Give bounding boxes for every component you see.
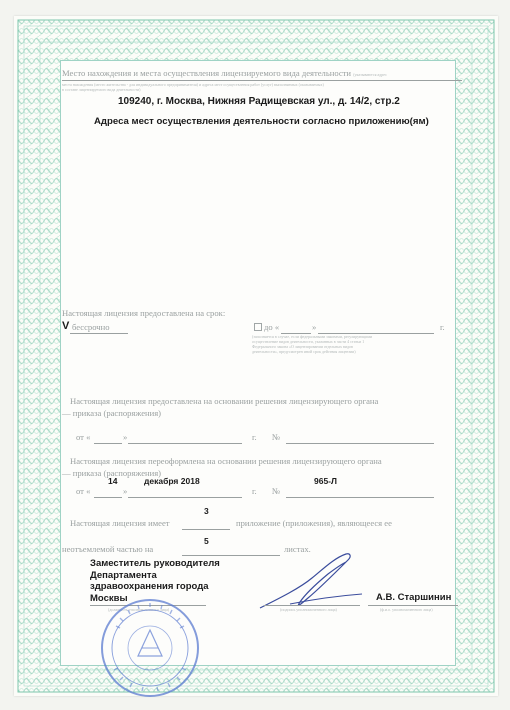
- basis-text-1: Настоящая лицензия предоставлена на основании решения лицензирующего органа: [70, 396, 379, 406]
- basis-year-suffix: г.: [252, 432, 257, 442]
- reissue-number-sign: №: [272, 486, 281, 496]
- term-note: (заполняется в случае, если федеральными законами, регулирующими осуществление видов деятельности, указанных в части 4 статьи 1 Федерального закона «О лицензировании отдельных видов деятельности», предусмотрен иной срок действия лицензии): [252, 334, 373, 354]
- signature-caption: (подпись уполномоченного лица): [280, 607, 337, 612]
- term-until-prefix: до «: [264, 322, 280, 332]
- check-mark-icon: V: [62, 320, 70, 332]
- basis-number-sign: №: [272, 432, 281, 442]
- term-until-suffix: г.: [440, 322, 445, 332]
- term-until-mid: »: [312, 322, 317, 332]
- appendix-sheets: 5: [204, 536, 209, 546]
- reissue-text-1: Настоящая лицензия переоформлена на основании решения лицензирующего органа: [70, 456, 382, 466]
- address-label: Место нахождения и места осуществления лицензируемого вида деятельности: [62, 68, 352, 78]
- term-unlimited: бессрочно: [72, 322, 110, 332]
- term-label: Настоящая лицензия предоставлена на срок:: [62, 308, 226, 318]
- reissue-text-2: — приказа (распоряжения): [62, 468, 162, 478]
- reissue-order-number: 965-Л: [314, 476, 337, 486]
- official-stamp: [98, 596, 202, 700]
- signer-position-3: здравоохранения города: [90, 581, 209, 592]
- license-page: [14, 16, 498, 696]
- address-note-2: в составе лицензируемого вида деятельности): [62, 87, 141, 92]
- address-note-1: места нахождения (место жительства - для индивидуального предпринимателя) и адреса мест осуществления работ (услуг) выполняемых (оказываемых): [62, 82, 324, 87]
- basis-text-2: — приказа (распоряжения): [62, 408, 162, 418]
- basis-from: от «: [76, 432, 91, 442]
- reissue-from: от «: [76, 486, 91, 496]
- license-address: 109240, г. Москва, Нижняя Радищевская ул., д. 14/2, стр.2: [118, 96, 400, 107]
- appendix-text-2: приложение (приложения), являющееся ее: [236, 518, 392, 528]
- signer-position-4: Москвы: [90, 592, 128, 604]
- reissue-month-year: декабря 2018: [144, 476, 200, 486]
- address-note-right: (указываются адрес: [353, 72, 387, 77]
- signer-position-2: Департамента: [90, 569, 157, 581]
- basis-quote-close: »: [123, 432, 128, 442]
- signer-name: А.В. Старшинин: [376, 592, 452, 603]
- appendix-text-1: Настоящая лицензия имеет: [70, 518, 170, 528]
- appendix-count: 3: [204, 506, 209, 516]
- name-caption: (ф.и.о. уполномоченного лица): [380, 607, 433, 612]
- appendix-text-3: неотъемлемой частью на: [62, 544, 154, 554]
- addresses-by-appendix: Адреса мест осуществления деятельности согласно приложению(ям): [94, 116, 429, 127]
- appendix-text-4: листах.: [284, 544, 311, 554]
- reissue-quote-close: »: [123, 486, 128, 496]
- term-until-checkbox[interactable]: [254, 323, 262, 331]
- position-caption: (должность уполномоченного лица): [108, 607, 170, 612]
- signer-position-1: Заместитель руководителя: [90, 558, 220, 569]
- reissue-year-suffix: г.: [252, 486, 257, 496]
- reissue-day: 14: [108, 476, 118, 486]
